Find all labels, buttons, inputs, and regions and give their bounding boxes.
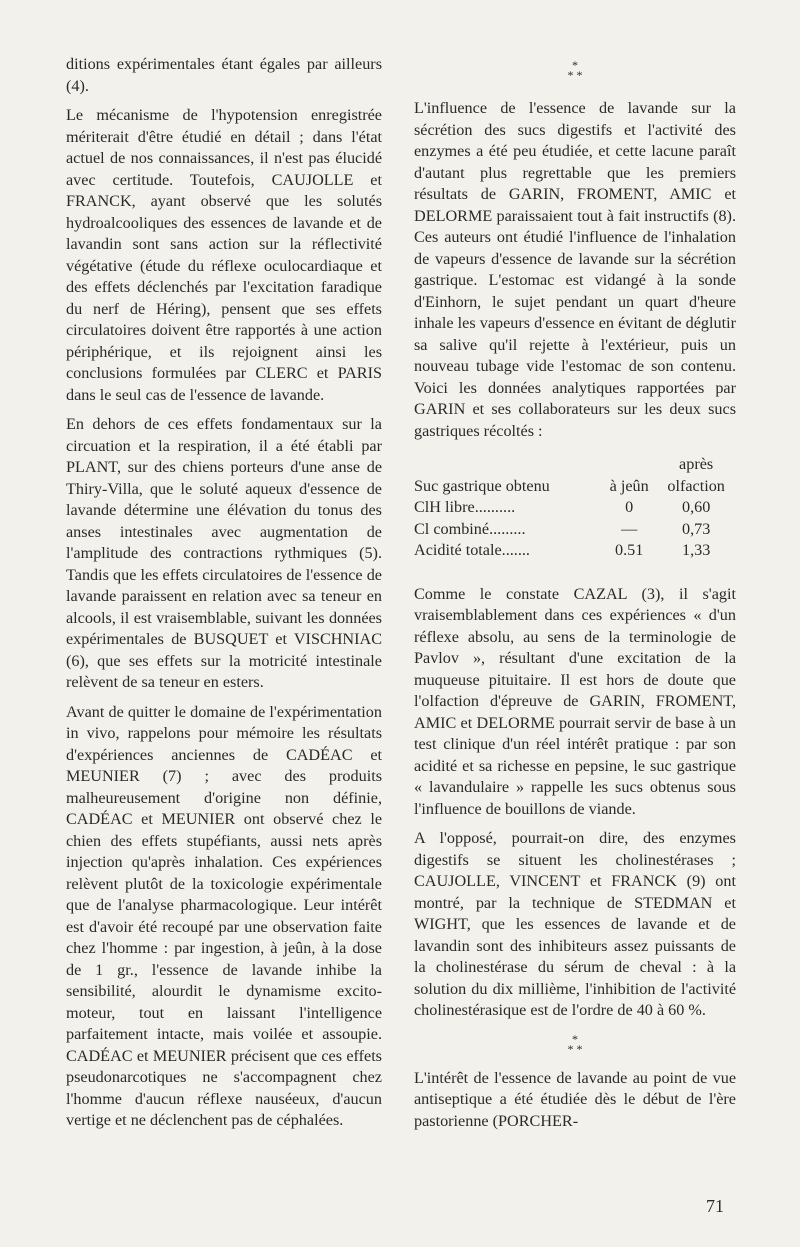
paragraph: L'influence de l'essence de lavande sur la sécrétion des sucs digestifs et l'activité des enzymes a été peu étudiée, et cette lacune paraît d'autant plus regrettable que les premiers résultats de GARIN, FROMENT, AMIC et DELORME paraissaient tout à fait instructifs (8). Ces auteurs ont étudié l'influence de l'inhalation de vapeurs d'essence de lavande sur la sécrétion gastrique. L'estomac est vidangé à la sonde d'Einhorn, le sujet pendant un quart d'heure inhale les vapeurs d'essence en évitant de déglutir sa salive qu'il rejette à l'extérieur, puis un nouveau tubage vide l'estomac de son contenu. Voici les données analytiques rapportées par GARIN et ses collaborateurs sur les deux sucs gastriques récoltés : <box>414 99 736 440</box>
table-cell: 0,60 <box>681 498 711 516</box>
table-cell: — <box>621 519 638 538</box>
paragraph: En dehors de ces effets fondamentaux sur la circuation et la respiration, il a été établi par PLANT, sur des chiens porteurs d'une anse de Thiry-Villa, que le soluté aqueux d'essence de lavande détermine une élévation du tonus des anses intestinales avec augmentation de l'amplitude des contractions rythmiques (5). Tandis que les effets circulatoires de l'essence de lavande paraissent en relation avec sa teneur en alcools, il est vraisemblable, suivant les données expérimentales de BUSQUET et VISCHNIAC (6), que ses effets sur la motricité intestinale relèvent de sa teneur en esters. <box>66 415 382 691</box>
page-number: 71 <box>706 1196 724 1216</box>
paragraph: A l'opposé, pourrait-on dire, des enzymes digestifs se situent les cholinestérases ; CAUJOLLE, VINCENT et FRANCK (9) ont montré, par la technique de STEDMAN et WIGHT, que les essences de lavande et de lavandin sont des inhibiteurs assez puissants de la cholinestérase du sérum de cheval : à la solution du dix millième, l'inhibition de l'activité cholinestérasique est de l'ordre de 40 à 60 %. <box>414 829 736 1019</box>
table-cell-label: Acidité totale....... <box>414 541 530 559</box>
table-cell-label: Cl combiné......... <box>414 519 526 538</box>
table-header-cell: à jeûn <box>609 476 649 495</box>
paragraph: Le mécanisme de l'hypotension enregistrée mériterait d'être étudié en détail ; dans l'état actuel de nos connaissances, il n'est pas élucidé avec certitude. Toutefois, CAUJOLLE et FRANCK, ayant observé que les solutés hydroalcooliques des essences de lavande et de lavandin sont sans action sur la réflectivité végétative (étude du réflexe oculocardiaque et des effets déclenchés par l'excitation faradique du nerf de Héring), pensent que ses effets circulatoires doivent être rapportés à une action périphérique, et ils rejoignent ainsi les conclusions formulées par CLERC et PARIS dans le seul cas de l'essence de lavande. <box>66 106 382 404</box>
table-cell: 1,33 <box>681 541 711 559</box>
paragraph: ditions expérimentales étant égales par ailleurs (4). <box>66 55 382 95</box>
table-row <box>414 497 736 519</box>
table-header-top: après <box>679 455 714 473</box>
table-cell: 0.51 <box>615 541 644 559</box>
table-row <box>414 519 736 541</box>
table-cell: 0 <box>625 498 634 516</box>
table-cell-label: ClH libre.......... <box>414 498 516 516</box>
left-column <box>66 54 382 1140</box>
table-row <box>414 540 736 562</box>
right-column <box>414 54 736 1140</box>
paragraph: L'intérêt de l'essence de lavande au point de vue antiseptique a été étudiée dès le début de l'ère pastorienne (PORCHER- <box>414 1068 736 1130</box>
table-header-cell <box>656 454 736 497</box>
gastric-analysis-table <box>414 454 736 562</box>
table-header-cell: Suc gastrique obtenu <box>414 476 550 495</box>
table-header-row <box>414 454 736 497</box>
paragraph: Comme le constate CAZAL (3), il s'agit vraisemblablement dans ces expériences « d'un réflexe absolu, au sens de la terminologie de Pavlov », résultant d'une excitation de la muqueuse pituitaire. Il est hors de doute que l'olfaction d'épreuve de GARIN, FROMENT, AMIC et DELORME pourrait servir de base à un test clinique d'un réel intérêt pratique : par son acidité et sa richesse en pepsine, le suc gastrique « lavandulaire » rappelle les sucs obtenus sous l'influence de bouillons de viande. <box>414 584 736 818</box>
section-separator-stars: * * * <box>567 1031 583 1056</box>
section-separator-stars: * * * <box>567 58 583 82</box>
table-header-bottom: olfaction <box>667 476 725 495</box>
table-cell: 0,73 <box>681 519 711 538</box>
paragraph: Avant de quitter le domaine de l'expérimentation in vivo, rappelons pour mémoire les résultats d'expériences anciennes de CADÉAC et MEUNIER (7) ; avec des produits malheureusement d'origine non définie, CADÉAC et MEUNIER ont observé chez le chien des effets stupéfiants, aussi nets après injection qu'après inhalation. Ces expériences relèvent plutôt de la toxicologie expérimentale que de l'analyse pharmacologique. Leur intérêt est d'avoir été recoupé par une observation faite chez l'homme : par ingestion, à jeûn, à la dose de 1 gr., l'essence de lavande inhibe la sensibilité, alourdit le dynamisme excito-moteur, tout en laissant l'intelligence parfaitement intacte, mais voilée et assoupie. CADÉAC et MEUNIER précisent que ces effets pseudonarcotiques ne s'accompagnent chez l'homme d'aucun réflexe nauséeux, d'aucun vertige et ne déclenchent pas de céphalées. <box>66 702 382 1129</box>
